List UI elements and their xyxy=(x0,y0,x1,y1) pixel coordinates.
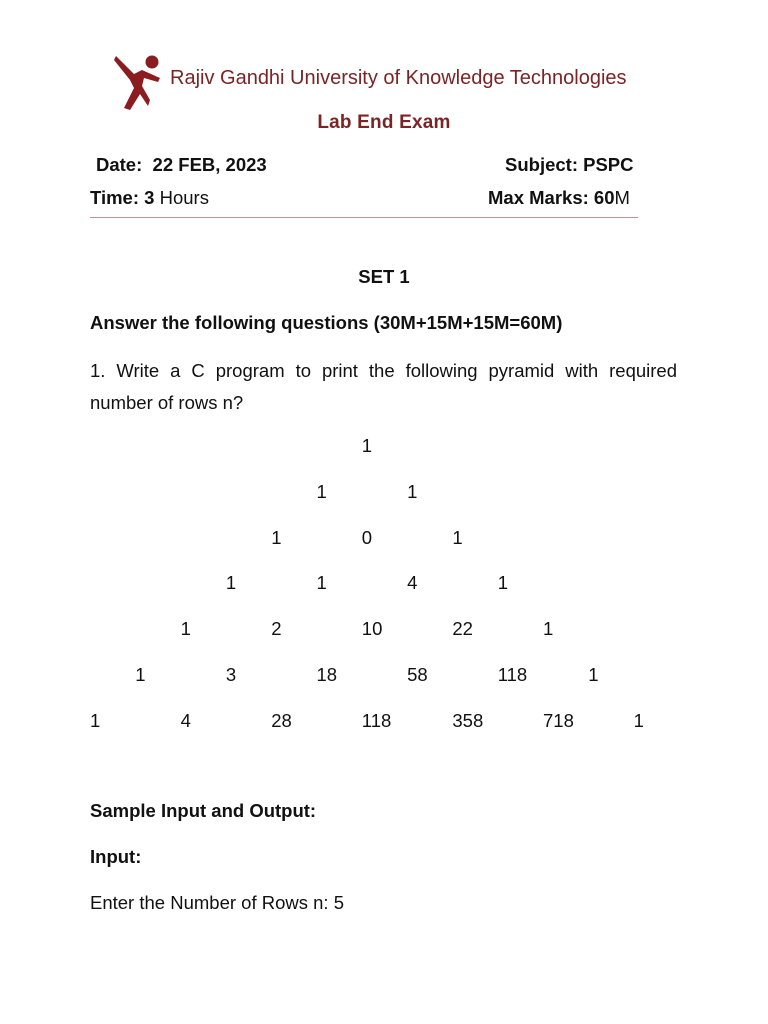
pyramid-number: 4 xyxy=(407,572,418,594)
marks-label: Max Marks: xyxy=(488,187,589,208)
pyramid-number: 3 xyxy=(225,664,237,685)
header-divider xyxy=(90,217,638,218)
pyramid-number: 28 xyxy=(271,709,292,731)
pyramid-number: 1 xyxy=(543,618,554,640)
set-title: SET 1 xyxy=(358,266,410,287)
subject-label: Subject: xyxy=(505,154,578,175)
marks-value-number: 60 xyxy=(593,187,615,208)
time-label: Time: xyxy=(90,187,140,208)
pyramid-number: 1 xyxy=(135,664,146,685)
time-value-number: 3 xyxy=(144,187,155,208)
pyramid-number: 1 xyxy=(361,435,373,456)
subject-value: PSPC xyxy=(583,154,634,175)
date-line xyxy=(96,154,267,176)
pyramid-number: 1 xyxy=(452,526,463,548)
pyramid-number: 58 xyxy=(407,664,428,685)
question-1-text: 1. Write a C program to print the following pyramid with required number of rows n? xyxy=(90,360,677,413)
university-name: Rajiv Gandhi University of Knowledge Technologies xyxy=(170,67,627,89)
marks-line xyxy=(488,187,630,209)
pyramid-number: 718 xyxy=(543,709,574,731)
pyramid-number: 1 xyxy=(271,526,282,548)
exam-title: Lab End Exam xyxy=(317,112,451,133)
pyramid-number: 1 xyxy=(180,618,191,640)
date-value: 22 FEB, 2023 xyxy=(152,154,267,175)
university-logo-icon xyxy=(112,52,168,112)
pyramid-number: 358 xyxy=(452,709,484,731)
pyramid-number: 1 xyxy=(225,572,237,594)
pyramid-number: 1 xyxy=(90,709,101,731)
pyramid-number: 18 xyxy=(316,664,338,685)
pyramid-number: 22 xyxy=(452,618,473,640)
pyramid-number: 0 xyxy=(361,526,373,548)
sample-heading: Sample Input and Output: xyxy=(90,800,317,821)
pyramid-number: 10 xyxy=(361,618,383,640)
time-line xyxy=(90,187,209,209)
pyramid-number: 1 xyxy=(497,572,508,594)
pyramid-number: 1 xyxy=(633,709,644,731)
pyramid-number: 118 xyxy=(497,664,528,685)
input-line: Enter the Number of Rows n: 5 xyxy=(90,892,344,913)
subject-line xyxy=(505,154,634,176)
pyramid-number: 1 xyxy=(407,480,418,502)
pyramid-number: 1 xyxy=(316,572,327,594)
time-value-unit: Hours xyxy=(159,187,209,208)
instruction-text: Answer the following questions (30M+15M+15M=60M) xyxy=(90,312,563,333)
input-heading: Input: xyxy=(90,846,142,867)
pyramid-number: 118 xyxy=(361,709,392,731)
pyramid-number: 4 xyxy=(180,709,191,731)
marks-value-unit: M xyxy=(614,187,630,208)
pyramid-number: 2 xyxy=(271,618,282,640)
date-label: Date: xyxy=(96,154,143,175)
pyramid-number: 1 xyxy=(316,480,327,502)
pyramid-number: 1 xyxy=(588,664,599,685)
